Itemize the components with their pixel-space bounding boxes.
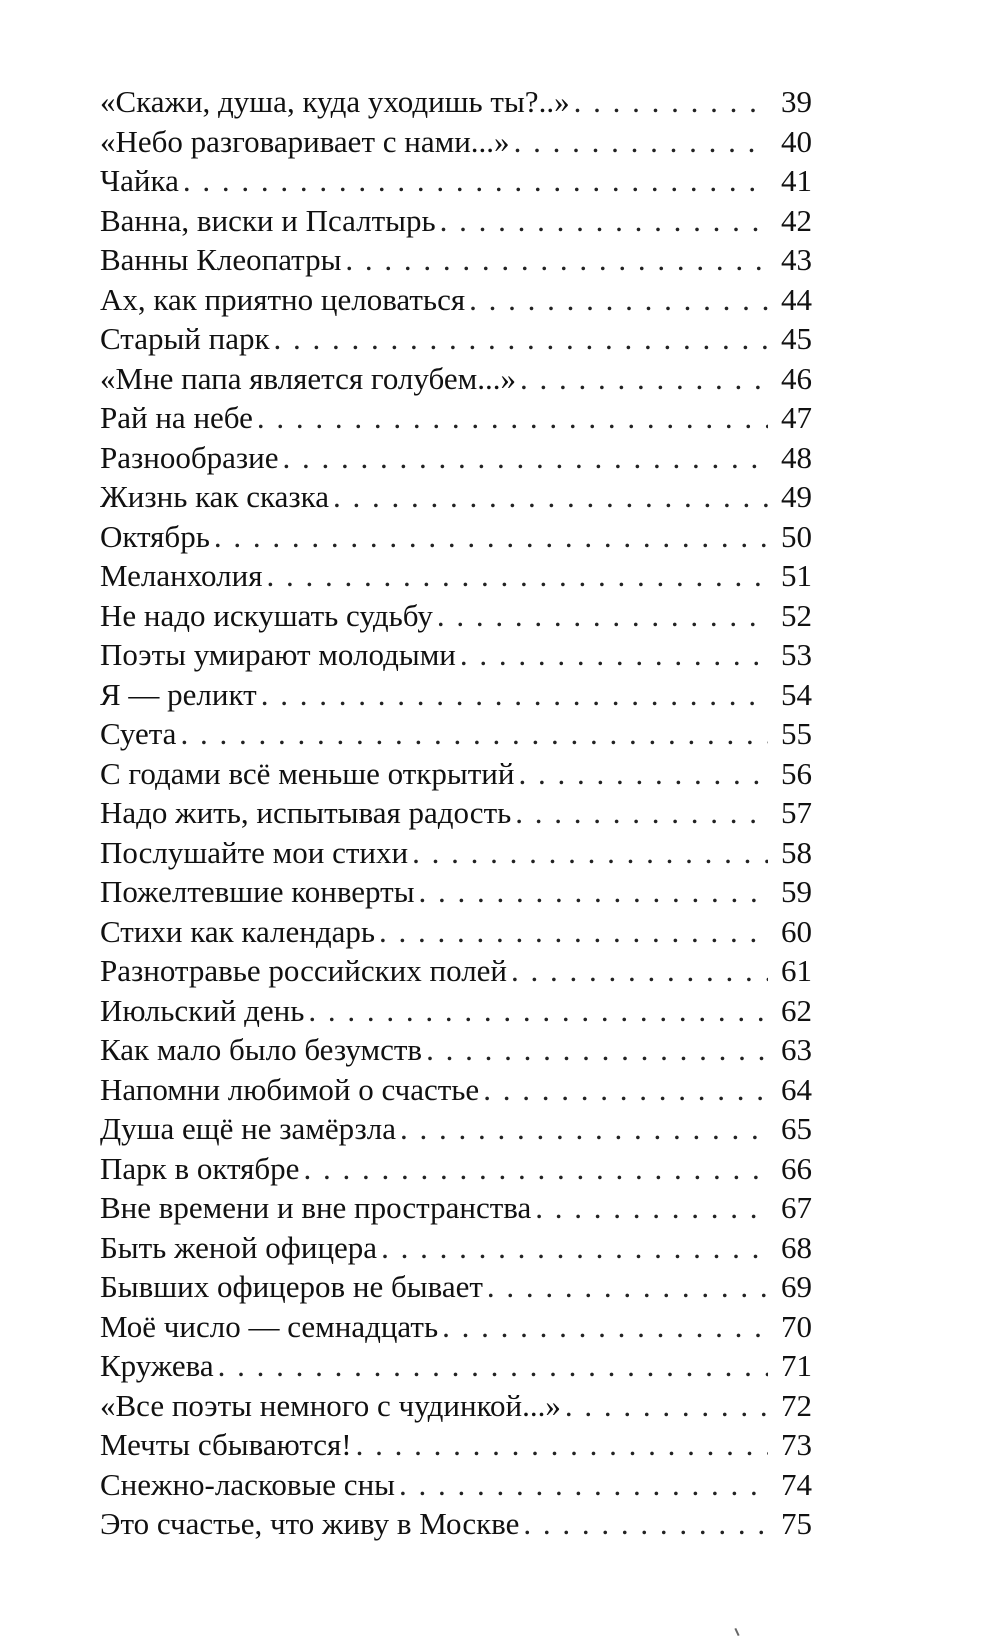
table-of-contents	[100, 82, 812, 1544]
toc-entry-page-number: 71	[781, 1348, 812, 1383]
dot-leader	[511, 951, 768, 991]
toc-entry	[100, 161, 812, 201]
toc-entry	[100, 438, 812, 478]
toc-entry-page-number: 61	[781, 953, 812, 988]
dot-leader	[381, 1228, 768, 1268]
toc-entry-title: Разнообразие	[100, 439, 279, 475]
dot-leader	[483, 1070, 768, 1110]
dot-leader	[469, 280, 768, 320]
dot-leader	[574, 82, 768, 122]
toc-entry-page-number: 39	[781, 84, 812, 119]
toc-entry-page-number: 74	[781, 1466, 812, 1502]
toc-entry	[100, 912, 812, 952]
toc-entry	[100, 1070, 812, 1110]
toc-entry	[100, 675, 812, 715]
toc-entry-title: Меланхолия	[100, 558, 263, 593]
toc-entry	[100, 714, 812, 754]
toc-entry-title: Мечты сбываются!	[100, 1427, 352, 1462]
toc-entry	[100, 319, 812, 359]
toc-entry-title: Бывших офицеров не бывает	[100, 1269, 483, 1304]
scan-mark	[734, 1628, 739, 1636]
dot-leader	[218, 1346, 768, 1386]
toc-entry-page-number: 58	[781, 834, 812, 870]
dot-leader	[257, 398, 768, 438]
dot-leader	[345, 240, 768, 280]
toc-entry	[100, 1188, 812, 1228]
toc-entry-title: С годами всё меньше открытий	[100, 755, 515, 791]
toc-entry	[100, 596, 812, 636]
toc-entry-page-number: 63	[781, 1032, 812, 1067]
toc-entry	[100, 1346, 812, 1386]
toc-entry-title: Кружева	[100, 1348, 214, 1383]
dot-leader	[274, 319, 768, 359]
toc-entry-page-number: 59	[781, 874, 812, 909]
toc-entry-title: «Все поэты немного с чудинкой...»	[100, 1387, 561, 1423]
dot-leader	[437, 596, 768, 636]
toc-entry-page-number: 66	[781, 1150, 812, 1186]
toc-entry	[100, 82, 812, 122]
dot-leader	[520, 359, 768, 399]
toc-entry-title: Вне времени и вне пространства	[100, 1190, 532, 1225]
toc-entry-page-number: 50	[781, 518, 812, 554]
dot-leader	[261, 675, 768, 715]
toc-entry-title: Ванна, виски и Псалтырь	[100, 202, 436, 238]
toc-entry-title: Пожелтевшие конверты	[100, 874, 415, 909]
toc-entry	[100, 833, 812, 873]
toc-entry-title: Парк в октябре	[100, 1150, 300, 1186]
toc-entry-page-number: 53	[781, 637, 812, 672]
toc-entry-title: Стихи как календарь	[100, 913, 376, 949]
toc-entry	[100, 1109, 812, 1149]
dot-leader	[379, 912, 768, 952]
toc-entry-title: Июльский день	[100, 992, 305, 1028]
toc-entry-page-number: 40	[781, 123, 812, 159]
toc-entry-title: Быть женой офицера	[100, 1229, 378, 1265]
toc-entry	[100, 793, 812, 833]
dot-leader	[440, 201, 768, 241]
toc-entry-page-number: 65	[781, 1111, 812, 1146]
dot-leader	[514, 122, 768, 162]
toc-entry-page-number: 57	[781, 795, 812, 830]
toc-entry-title: Ванны Клеопатры	[100, 242, 342, 277]
toc-entry-title: Надо жить, испытывая радость	[100, 795, 512, 830]
toc-entry-title: Послушайте мои стихи	[100, 834, 409, 870]
toc-entry-title: «Скажи, душа, куда уходишь ты?..»	[100, 84, 570, 119]
toc-entry-title: Рай на небе	[100, 400, 253, 435]
toc-entry	[100, 1504, 812, 1544]
toc-entry-title: Как мало было безумств	[100, 1032, 423, 1067]
dot-leader	[308, 991, 768, 1031]
toc-entry-title: Старый парк	[100, 321, 270, 356]
dot-leader	[535, 1188, 768, 1228]
toc-entry-page-number: 68	[781, 1229, 812, 1265]
dot-leader	[399, 1465, 768, 1505]
toc-entry-page-number: 49	[781, 479, 812, 514]
toc-entry-title: Жизнь как сказка	[100, 479, 329, 514]
toc-entry	[100, 635, 812, 675]
dot-leader	[356, 1425, 768, 1465]
dot-leader	[333, 477, 768, 517]
toc-entry-page-number: 44	[781, 281, 812, 317]
toc-entry-title: Душа ещё не замёрзла	[100, 1111, 396, 1146]
toc-entry	[100, 1307, 812, 1347]
toc-entry-page-number: 42	[781, 202, 812, 238]
toc-entry-title: Не надо искушать судьбу	[100, 597, 433, 633]
toc-entry-page-number: 52	[781, 597, 812, 633]
toc-entry-title: «Мне папа является голубем...»	[100, 360, 516, 396]
toc-entry-page-number: 51	[781, 558, 812, 593]
toc-entry-page-number: 72	[781, 1387, 812, 1423]
toc-entry-page-number: 48	[781, 439, 812, 475]
toc-entry-title: Суета	[100, 716, 177, 751]
toc-entry-page-number: 55	[781, 716, 812, 751]
toc-entry-page-number: 69	[781, 1269, 812, 1304]
toc-entry-title: Моё число — семнадцать	[100, 1308, 439, 1344]
dot-leader	[183, 161, 768, 201]
toc-entry-title: Напомни любимой о счастье	[100, 1071, 480, 1107]
dot-leader	[518, 754, 768, 794]
toc-entry-page-number: 60	[781, 913, 812, 949]
dot-leader	[419, 872, 768, 912]
toc-entry	[100, 240, 812, 280]
toc-entry	[100, 1228, 812, 1268]
toc-entry	[100, 991, 812, 1031]
dot-leader	[460, 635, 768, 675]
toc-entry	[100, 872, 812, 912]
toc-entry	[100, 517, 812, 557]
toc-entry-page-number: 70	[781, 1308, 812, 1344]
toc-entry	[100, 951, 812, 991]
toc-entry-title: «Небо разговаривает с нами...»	[100, 123, 510, 159]
toc-entry-page-number: 62	[781, 992, 812, 1028]
toc-entry-title: Я — реликт	[100, 676, 257, 712]
toc-entry-page-number: 41	[781, 163, 812, 198]
toc-entry	[100, 1386, 812, 1426]
toc-entry-page-number: 46	[781, 360, 812, 396]
toc-entry-page-number: 64	[781, 1071, 812, 1107]
dot-leader	[426, 1030, 768, 1070]
toc-entry-title: Ах, как приятно целоваться	[100, 281, 466, 317]
dot-leader	[400, 1109, 768, 1149]
toc-entry-title: Октябрь	[100, 518, 210, 554]
toc-entry	[100, 1267, 812, 1307]
toc-entry-page-number: 54	[781, 676, 812, 712]
toc-entry	[100, 122, 812, 162]
toc-entry	[100, 1425, 812, 1465]
toc-entry-page-number: 73	[781, 1427, 812, 1462]
dot-leader	[412, 833, 768, 873]
toc-entry	[100, 280, 812, 320]
dot-leader	[282, 438, 768, 478]
toc-entry-title: Это счастье, что живу в Москве	[100, 1506, 520, 1541]
toc-entry-page-number: 56	[781, 755, 812, 791]
toc-entry	[100, 201, 812, 241]
toc-entry	[100, 1030, 812, 1070]
toc-entry	[100, 1465, 812, 1505]
toc-entry-title: Разнотравье российских полей	[100, 953, 508, 988]
toc-entry-page-number: 45	[781, 321, 812, 356]
toc-entry	[100, 754, 812, 794]
toc-entry-page-number: 67	[781, 1190, 812, 1225]
toc-entry-page-number: 75	[781, 1506, 812, 1541]
toc-entry	[100, 477, 812, 517]
dot-leader	[515, 793, 768, 833]
toc-entry	[100, 1149, 812, 1189]
toc-entry	[100, 556, 812, 596]
toc-entry-title: Чайка	[100, 163, 179, 198]
dot-leader	[565, 1386, 768, 1426]
dot-leader	[303, 1149, 768, 1189]
dot-leader	[180, 714, 768, 754]
dot-leader	[214, 517, 768, 557]
toc-entry-page-number: 47	[781, 400, 812, 435]
toc-entry	[100, 359, 812, 399]
toc-entry-page-number: 43	[781, 242, 812, 277]
toc-entry	[100, 398, 812, 438]
dot-leader	[523, 1504, 768, 1544]
dot-leader	[487, 1267, 768, 1307]
toc-entry-title: Снежно-ласковые сны	[100, 1466, 395, 1502]
dot-leader	[442, 1307, 768, 1347]
dot-leader	[266, 556, 768, 596]
toc-entry-title: Поэты умирают молодыми	[100, 637, 456, 672]
